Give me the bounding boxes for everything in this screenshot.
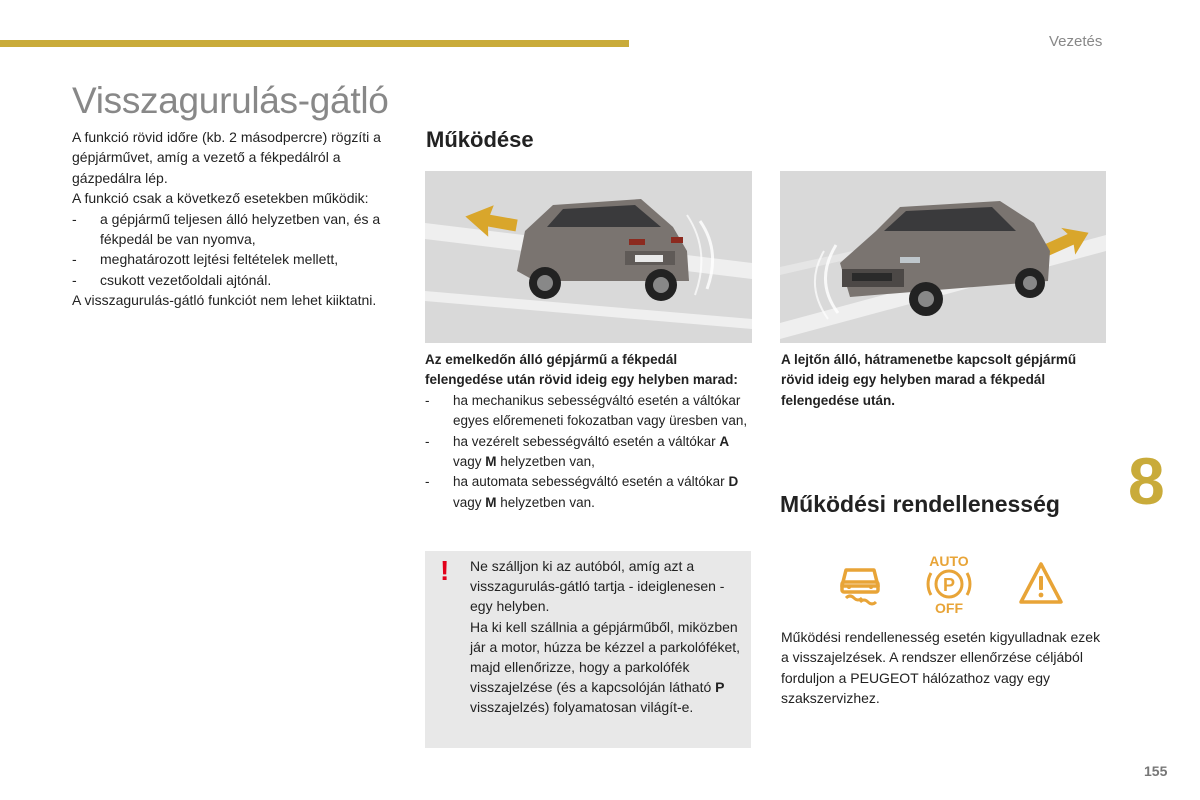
page-number: 155 <box>1144 763 1168 779</box>
chapter-number: 8 <box>1128 444 1165 518</box>
auto-park-off-graphic <box>922 553 976 615</box>
section-label: Vezetés <box>1049 33 1103 50</box>
intro-paragraph-3: A visszagurulás-gátló funkciót nem lehet kiiktatni. <box>72 292 377 309</box>
warning-line-1: Ne szálljon ki az autóból, amíg azt a visszagurulás-gátló tartja - ideiglenesen - egy helyben. <box>470 558 725 615</box>
downhill-car-illustration <box>780 171 1106 343</box>
uphill-caption-list <box>425 391 755 513</box>
fault-heading: Működési rendellenesség <box>780 491 1060 517</box>
intro-paragraph-2: A funkció csak a következő esetekben működik: <box>72 190 369 207</box>
operation-heading: Működése <box>426 127 534 152</box>
intro-paragraph-1: A funkció rövid időre (kb. 2 másodpercre) rögzíti a gépjárművet, amíg a vezető a fékpedálról a gázpedálra lép. <box>72 129 381 186</box>
intro-text <box>72 127 402 311</box>
uphill-caption <box>425 350 755 513</box>
list-item: - ha vezérelt sebességváltó esetén a váltókar A vagy M helyzetben van, <box>425 433 730 470</box>
list-item: - ha mechanikus sebességváltó esetén a váltókar egyes előremeneti fokozatban vagy üresben van, <box>425 392 748 429</box>
uphill-caption-lead: Az emelkedőn álló gépjármű a fékpedál felengedése után rövid ideig egy helyben marad: <box>425 352 738 388</box>
list-item: - a gépjármű teljesen álló helyzetben van, és a fékpedál be van nyomva, <box>72 210 381 248</box>
list-item: - ha automata sebességváltó esetén a váltókar D vagy M helyzetben van. <box>425 474 739 510</box>
car-uphill-arrow-left-icon <box>425 171 752 343</box>
esp-skid-icon <box>836 560 884 608</box>
warning-exclamation-icon: ! <box>440 555 450 586</box>
fault-description: Működési rendellenesség esetén kigyulladnak ezek a visszajelzések. A rendszer ellenőrzése céljából forduljon a PEUGEOT hálózathoz vagy egy szakszervizhez. <box>781 629 1101 706</box>
off-label: OFF <box>935 600 963 615</box>
warning-line-2: Ha ki kell szállnia a gépjárműből, miközben jár a motor, húzza be kézzel a parkolóféket, majd ellenőrizze, hogy a parkolófék visszajelzése (és a kapcsolóján látható P visszajelzés) folyamatosan világít-e. <box>470 618 741 716</box>
warning-triangle-icon <box>1017 560 1065 606</box>
downhill-caption <box>781 350 1111 411</box>
auto-park-off-icon <box>922 553 976 615</box>
auto-label: AUTO <box>929 553 969 569</box>
p-label: P <box>942 575 956 595</box>
car-downhill-arrow-right-icon <box>780 171 1106 343</box>
list-item: - meghatározott lejtési feltételek mellett, <box>72 251 339 268</box>
uphill-car-illustration <box>425 171 752 343</box>
downhill-caption-lead: A lejtőn álló, hátramenetbe kapcsolt gépjármű rövid ideig egy helyben marad a fékpedál felengedése után. <box>781 352 1077 408</box>
warning-text <box>470 556 750 718</box>
intro-list <box>72 209 402 291</box>
page-title: Visszagurulás-gátló <box>72 80 389 121</box>
header-accent-bar <box>0 40 629 47</box>
list-item: - csukott vezetőoldali ajtónál. <box>72 271 272 288</box>
